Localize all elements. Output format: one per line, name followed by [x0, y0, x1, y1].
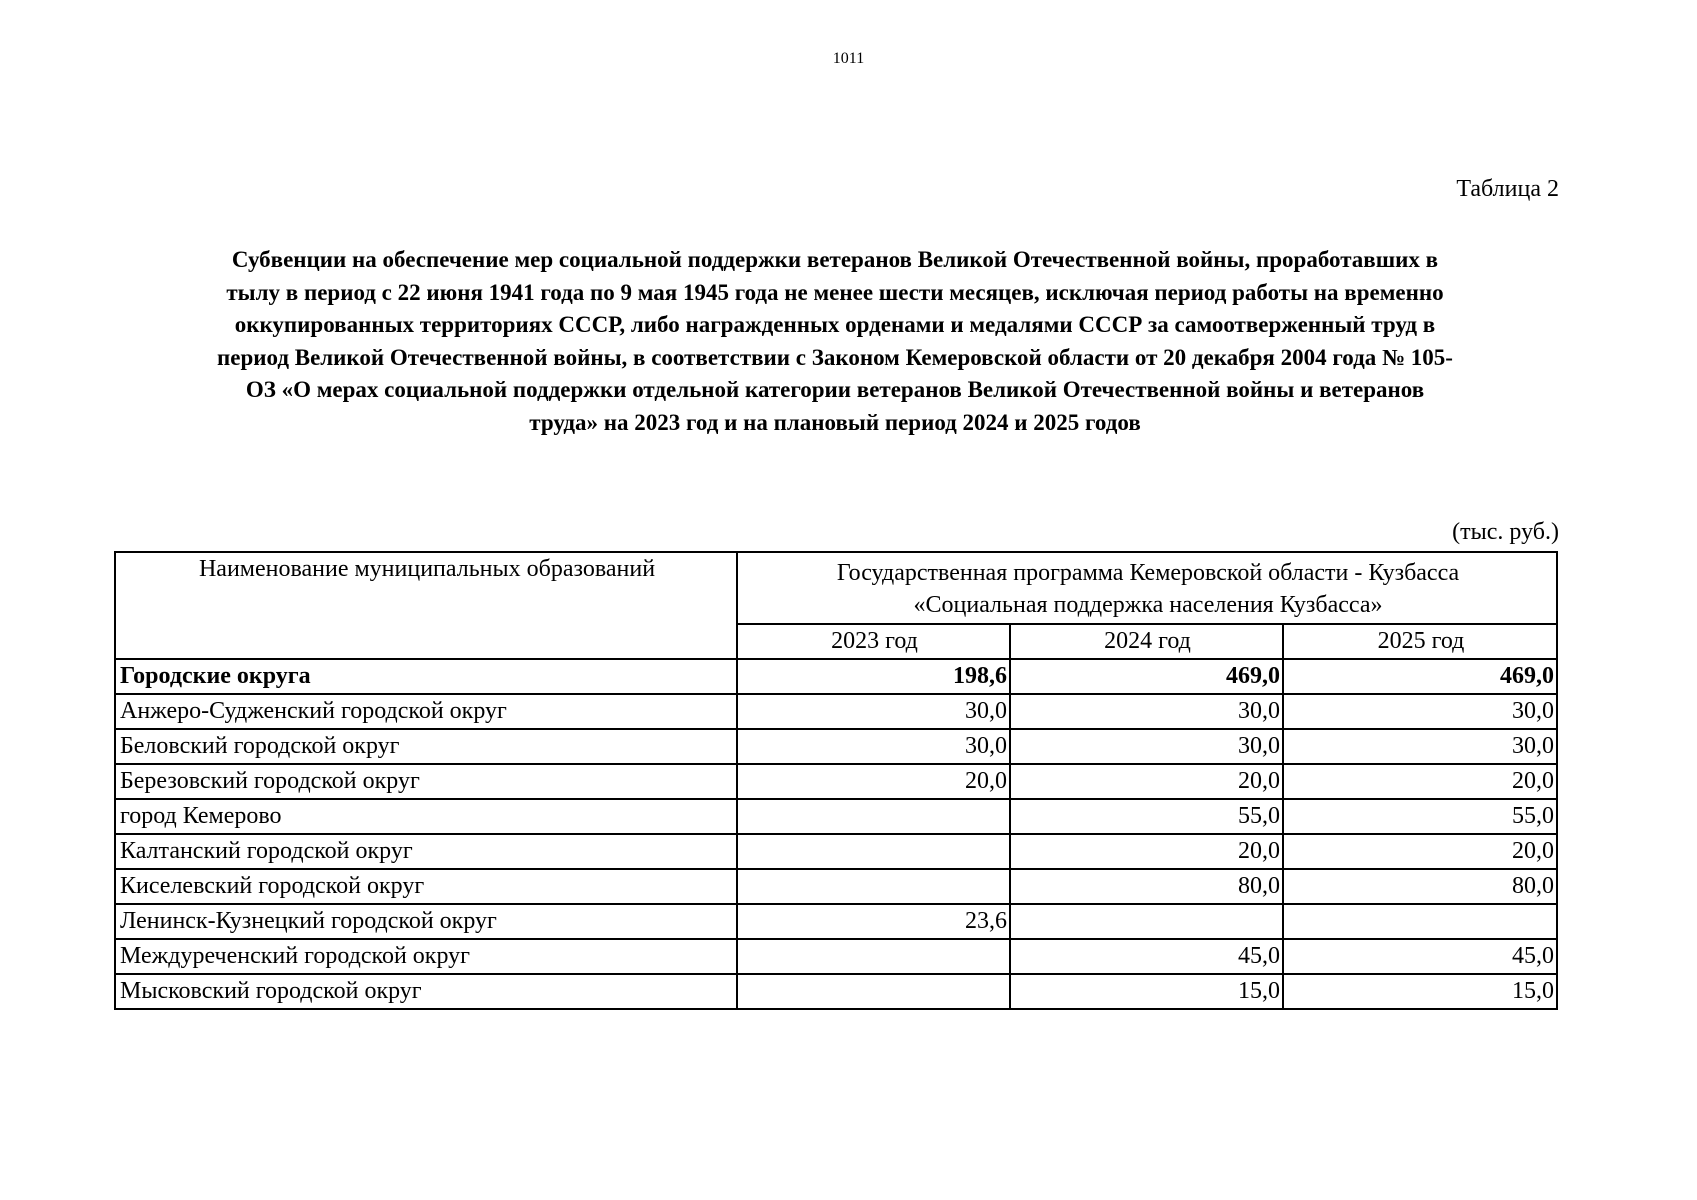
units-label: (тыс. руб.) — [1452, 519, 1559, 545]
value-2024: 469,0 — [1010, 659, 1283, 694]
document-title-line: тылу в период с 22 июня 1941 года по 9 мая 1945 года не менее шести месяцев, исключая период работы на временно — [226, 279, 1444, 305]
table-header-row — [115, 552, 1557, 624]
subsidies-table — [114, 551, 1558, 1010]
value-2023: 30,0 — [737, 729, 1010, 764]
table-label: Таблица 2 — [1456, 176, 1559, 202]
document-title-line: труда» на 2023 год и на плановый период 2024 и 2025 годов — [529, 409, 1141, 435]
table-row — [115, 694, 1557, 729]
value-2023 — [737, 799, 1010, 834]
row-name: Междуреченский городской округ — [115, 939, 737, 974]
value-2023: 30,0 — [737, 694, 1010, 729]
value-2024: 80,0 — [1010, 869, 1283, 904]
row-name: город Кемерово — [115, 799, 737, 834]
document-title-line: оккупированных территориях СССР, либо награжденных орденами и медалями СССР за самоотверженный труд в — [234, 312, 1436, 337]
document-title-line: период Великой Отечественной войны, в соответствии с Законом Кемеровской области от 20 декабря 2004 года № 105- — [217, 344, 1453, 370]
value-2025: 55,0 — [1283, 799, 1557, 834]
value-2025: 20,0 — [1283, 834, 1557, 869]
row-name: Березовский городской округ — [115, 764, 737, 799]
document-title-line: ОЗ «О мерах социальной поддержки отдельной категории ветеранов Великой Отечественной войны и ветеранов — [245, 377, 1425, 402]
value-2023 — [737, 834, 1010, 869]
value-2025: 20,0 — [1283, 764, 1557, 799]
table-row — [115, 729, 1557, 764]
table-row — [115, 939, 1557, 974]
table-row — [115, 904, 1557, 939]
row-name: Анжеро-Судженский городской округ — [115, 694, 737, 729]
document-title-line: Субвенции на обеспечение мер социальной поддержки ветеранов Великой Отечественной войны, проработавших в — [231, 247, 1439, 272]
value-2024: 15,0 — [1010, 974, 1283, 1009]
value-2024: 20,0 — [1010, 764, 1283, 799]
table-row — [115, 834, 1557, 869]
value-2023 — [737, 869, 1010, 904]
program-header-line: «Социальная поддержка населения Кузбасса» — [913, 592, 1383, 618]
value-2025: 80,0 — [1283, 869, 1557, 904]
value-2023: 198,6 — [737, 659, 1010, 694]
value-2024: 45,0 — [1010, 939, 1283, 974]
value-2023 — [737, 939, 1010, 974]
row-name: Калтанский городской округ — [115, 834, 737, 869]
value-2024: 55,0 — [1010, 799, 1283, 834]
value-2025: 15,0 — [1283, 974, 1557, 1009]
municipality-column-header: Наименование муниципальных образований — [115, 552, 737, 659]
year-2023-header: 2023 год — [737, 624, 1010, 659]
value-2025: 45,0 — [1283, 939, 1557, 974]
row-name: Беловский городской округ — [115, 729, 737, 764]
program-column-header — [737, 552, 1557, 624]
row-name: Ленинск-Кузнецкий городской округ — [115, 904, 737, 939]
table-total-row — [115, 659, 1557, 694]
document-title — [110, 244, 1560, 439]
year-2025-header: 2025 год — [1283, 624, 1557, 659]
program-header-line: Государственная программа Кемеровской области - Кузбасса — [836, 560, 1460, 586]
value-2025: 30,0 — [1283, 729, 1557, 764]
table-row — [115, 764, 1557, 799]
value-2025 — [1283, 904, 1557, 939]
value-2024: 30,0 — [1010, 694, 1283, 729]
value-2024 — [1010, 904, 1283, 939]
value-2023: 20,0 — [737, 764, 1010, 799]
table-row — [115, 799, 1557, 834]
row-name: Городские округа — [115, 659, 737, 694]
page-number: 1011 — [832, 50, 865, 67]
row-name: Мысковский городской округ — [115, 974, 737, 1009]
value-2024: 20,0 — [1010, 834, 1283, 869]
year-2024-header: 2024 год — [1010, 624, 1283, 659]
value-2025: 469,0 — [1283, 659, 1557, 694]
table-row — [115, 974, 1557, 1009]
row-name: Киселевский городской округ — [115, 869, 737, 904]
value-2023 — [737, 974, 1010, 1009]
value-2023: 23,6 — [737, 904, 1010, 939]
value-2024: 30,0 — [1010, 729, 1283, 764]
table-row — [115, 869, 1557, 904]
value-2025: 30,0 — [1283, 694, 1557, 729]
